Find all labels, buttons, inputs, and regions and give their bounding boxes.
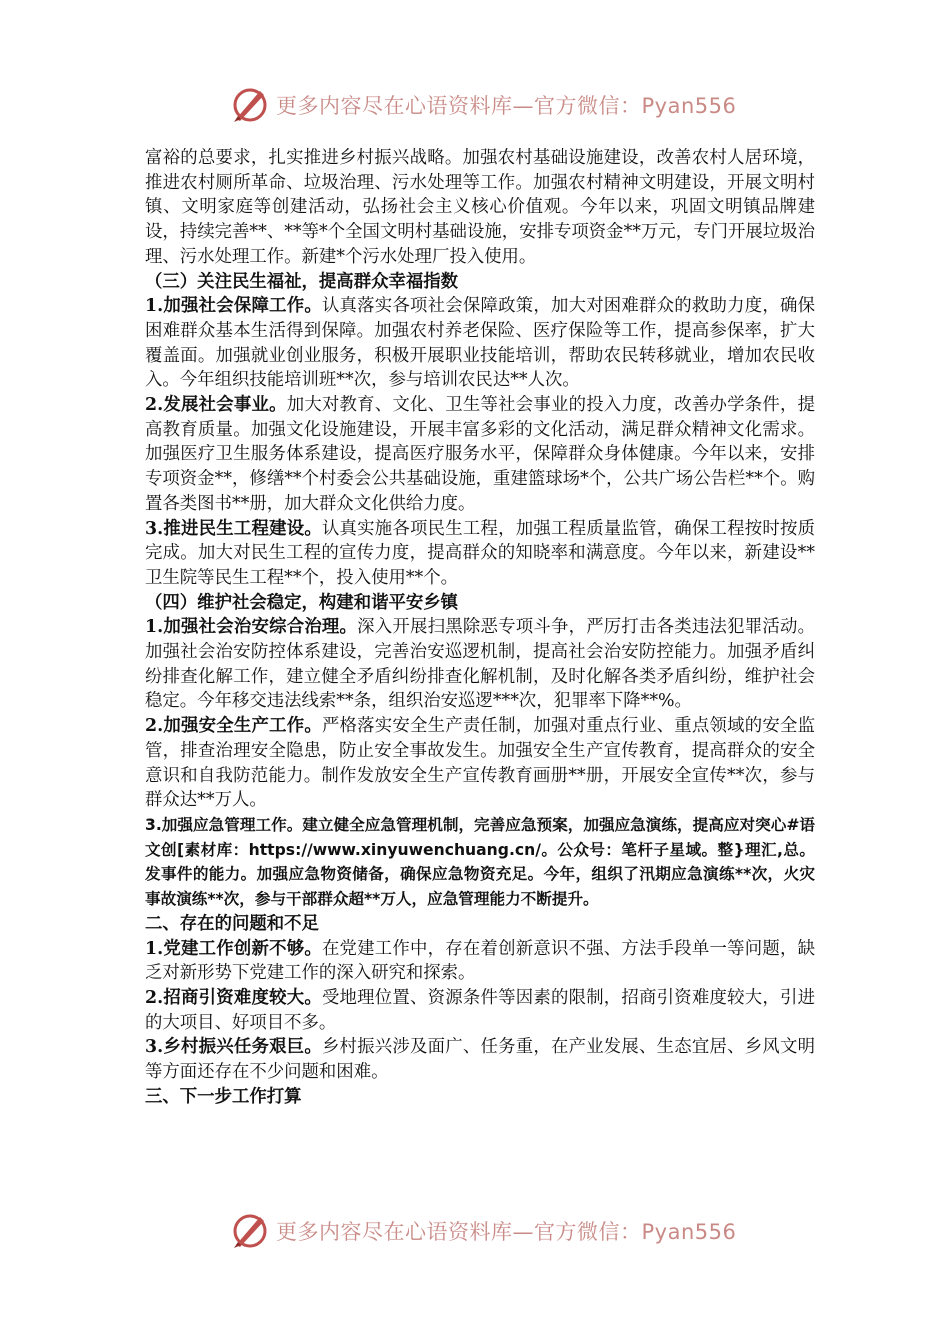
paragraph-lead: 2.招商引资难度较大。 bbox=[145, 987, 322, 1008]
footer-banner-text: 更多内容尽在心语资料库—官方微信：Pyan556 bbox=[276, 1220, 737, 1244]
document-body bbox=[145, 146, 815, 1109]
paragraph-text: 乡村振兴涉及面广、任务重，在产业发展、生态宜居、乡风文明等方面还存在不少问题和困难。 bbox=[145, 1037, 815, 1083]
paragraph-lead: 1.党建工作创新不够。 bbox=[145, 938, 322, 959]
header-banner bbox=[0, 80, 950, 130]
paragraph-text: 在党建工作中，存在着创新意识不强、方法手段单一等问题，缺乏对新形势下党建工作的深入研究和探索。 bbox=[145, 938, 815, 984]
paragraph-lead: 1.加强社会治安综合治理。 bbox=[145, 617, 358, 638]
paragraph bbox=[145, 294, 815, 393]
pen-logo-icon bbox=[230, 85, 270, 125]
paragraph-lead: 2.发展社会事业。 bbox=[145, 395, 287, 416]
paragraph bbox=[145, 615, 815, 714]
paragraph-text: 认真落实各项社会保障政策，加大对困难群众的救助力度，确保困难群众基本生活得到保障。加强农村养老保险、医疗保险等工作，提高参保率，扩大覆盖面。加强就业创业服务，积极开展职业技能培训，帮助农民转移就业，增加农民收入。今年组织技能培训班**次，参与培训农民达**人次。 bbox=[145, 296, 815, 391]
paragraph-text: 加大对教育、文化、卫生等社会事业的投入力度，改善办学条件，提高教育质量。加强文化设施建设，开展丰富多彩的文化活动，满足群众精神文化需求。加强医疗卫生服务体系建设，提高医疗服务水平，保障群众身体健康。今年以来，安排专项资金**，修缮**个村委会公共基础设施，重建篮球场*个，公共广场公告栏**个。购置各类图书**册，加大群众文化供给力度。 bbox=[145, 395, 815, 514]
paragraph-text: 受地理位置、资源条件等因素的限制，招商引资难度较大，引进的大项目、好项目不多。 bbox=[145, 987, 815, 1033]
paragraph bbox=[145, 986, 815, 1035]
paragraph: 富裕的总要求，扎实推进乡村振兴战略。加强农村基础设施建设，改善农村人居环境，推进农村厕所革命、垃圾治理、污水处理等工作。加强农村精神文明建设，开展文明村镇、文明家庭等创建活动，弘扬社会主义核心价值观。今年以来，巩固文明镇品牌建设，持续完善**、**等*个全国文明村基础设施，安排专项资金**万元，专门开展垃圾治理、污水处理工作。新建*个污水处理厂投入使用。 bbox=[145, 148, 815, 267]
pen-logo-icon bbox=[230, 1211, 270, 1251]
paragraph-text: 认真实施各项民生工程，加强工程质量监管，确保工程按时按质完成。加大对民生工程的宣传力度，提高群众的知晓率和满意度。今年以来，新建设**卫生院等民生工程**个，投入使用**个。 bbox=[145, 518, 815, 588]
paragraph bbox=[145, 937, 815, 986]
footer-banner bbox=[0, 1206, 950, 1256]
paragraph-lead: 2.加强安全生产工作。 bbox=[145, 716, 322, 737]
paragraph bbox=[145, 393, 815, 517]
section-heading: （三）关注民生福祉，提高群众幸福指数 bbox=[145, 271, 459, 292]
paragraph: 3.加强应急管理工作。建立健全应急管理机制，完善应急预案，加强应急演练，提高应对突心#语文创[素材库：https://www.xinyuwenchuang.cn/。公众号：笔杆子星域。整}理汇,总。发事件的能力。加强应急物资储备，确保应急物资充足。今年，组织了汛期应急演练**次，火灾事故演练**次，参与干部群众超**万人，应急管理能力不断提升。 bbox=[145, 815, 815, 909]
paragraph-lead: 3.乡村振兴任务艰巨。 bbox=[145, 1037, 322, 1058]
paragraph bbox=[145, 714, 815, 813]
paragraph-text: 严格落实安全生产责任制，加强对重点行业、重点领域的安全监管，排查治理安全隐患，防止安全事故发生。加强安全生产宣传教育，提高群众的安全意识和自我防范能力。制作发放安全生产宣传教育画册**册，开展安全宣传**次，参与群众达**万人。 bbox=[145, 716, 815, 811]
paragraph-text: 深入开展扫黑除恶专项斗争，严厉打击各类违法犯罪活动。加强社会治安防控体系建设，完善治安巡逻机制，提高社会治安防控能力。加强矛盾纠纷排查化解工作，建立健全矛盾纠纷排查化解机制，及时化解各类矛盾纠纷，维护社会稳定。今年移交违法线索**条，组织治安巡逻***次，犯罪率下降**%。 bbox=[145, 617, 815, 712]
section-heading: 二、存在的问题和不足 bbox=[145, 913, 319, 934]
header-banner-text: 更多内容尽在心语资料库—官方微信：Pyan556 bbox=[276, 94, 737, 118]
section-heading: 三、下一步工作打算 bbox=[145, 1086, 302, 1107]
paragraph bbox=[145, 517, 815, 591]
paragraph-lead: 3.推进民生工程建设。 bbox=[145, 518, 322, 539]
paragraph-lead: 1.加强社会保障工作。 bbox=[145, 296, 322, 317]
paragraph bbox=[145, 1035, 815, 1084]
section-heading: （四）维护社会稳定，构建和谐平安乡镇 bbox=[145, 592, 459, 613]
